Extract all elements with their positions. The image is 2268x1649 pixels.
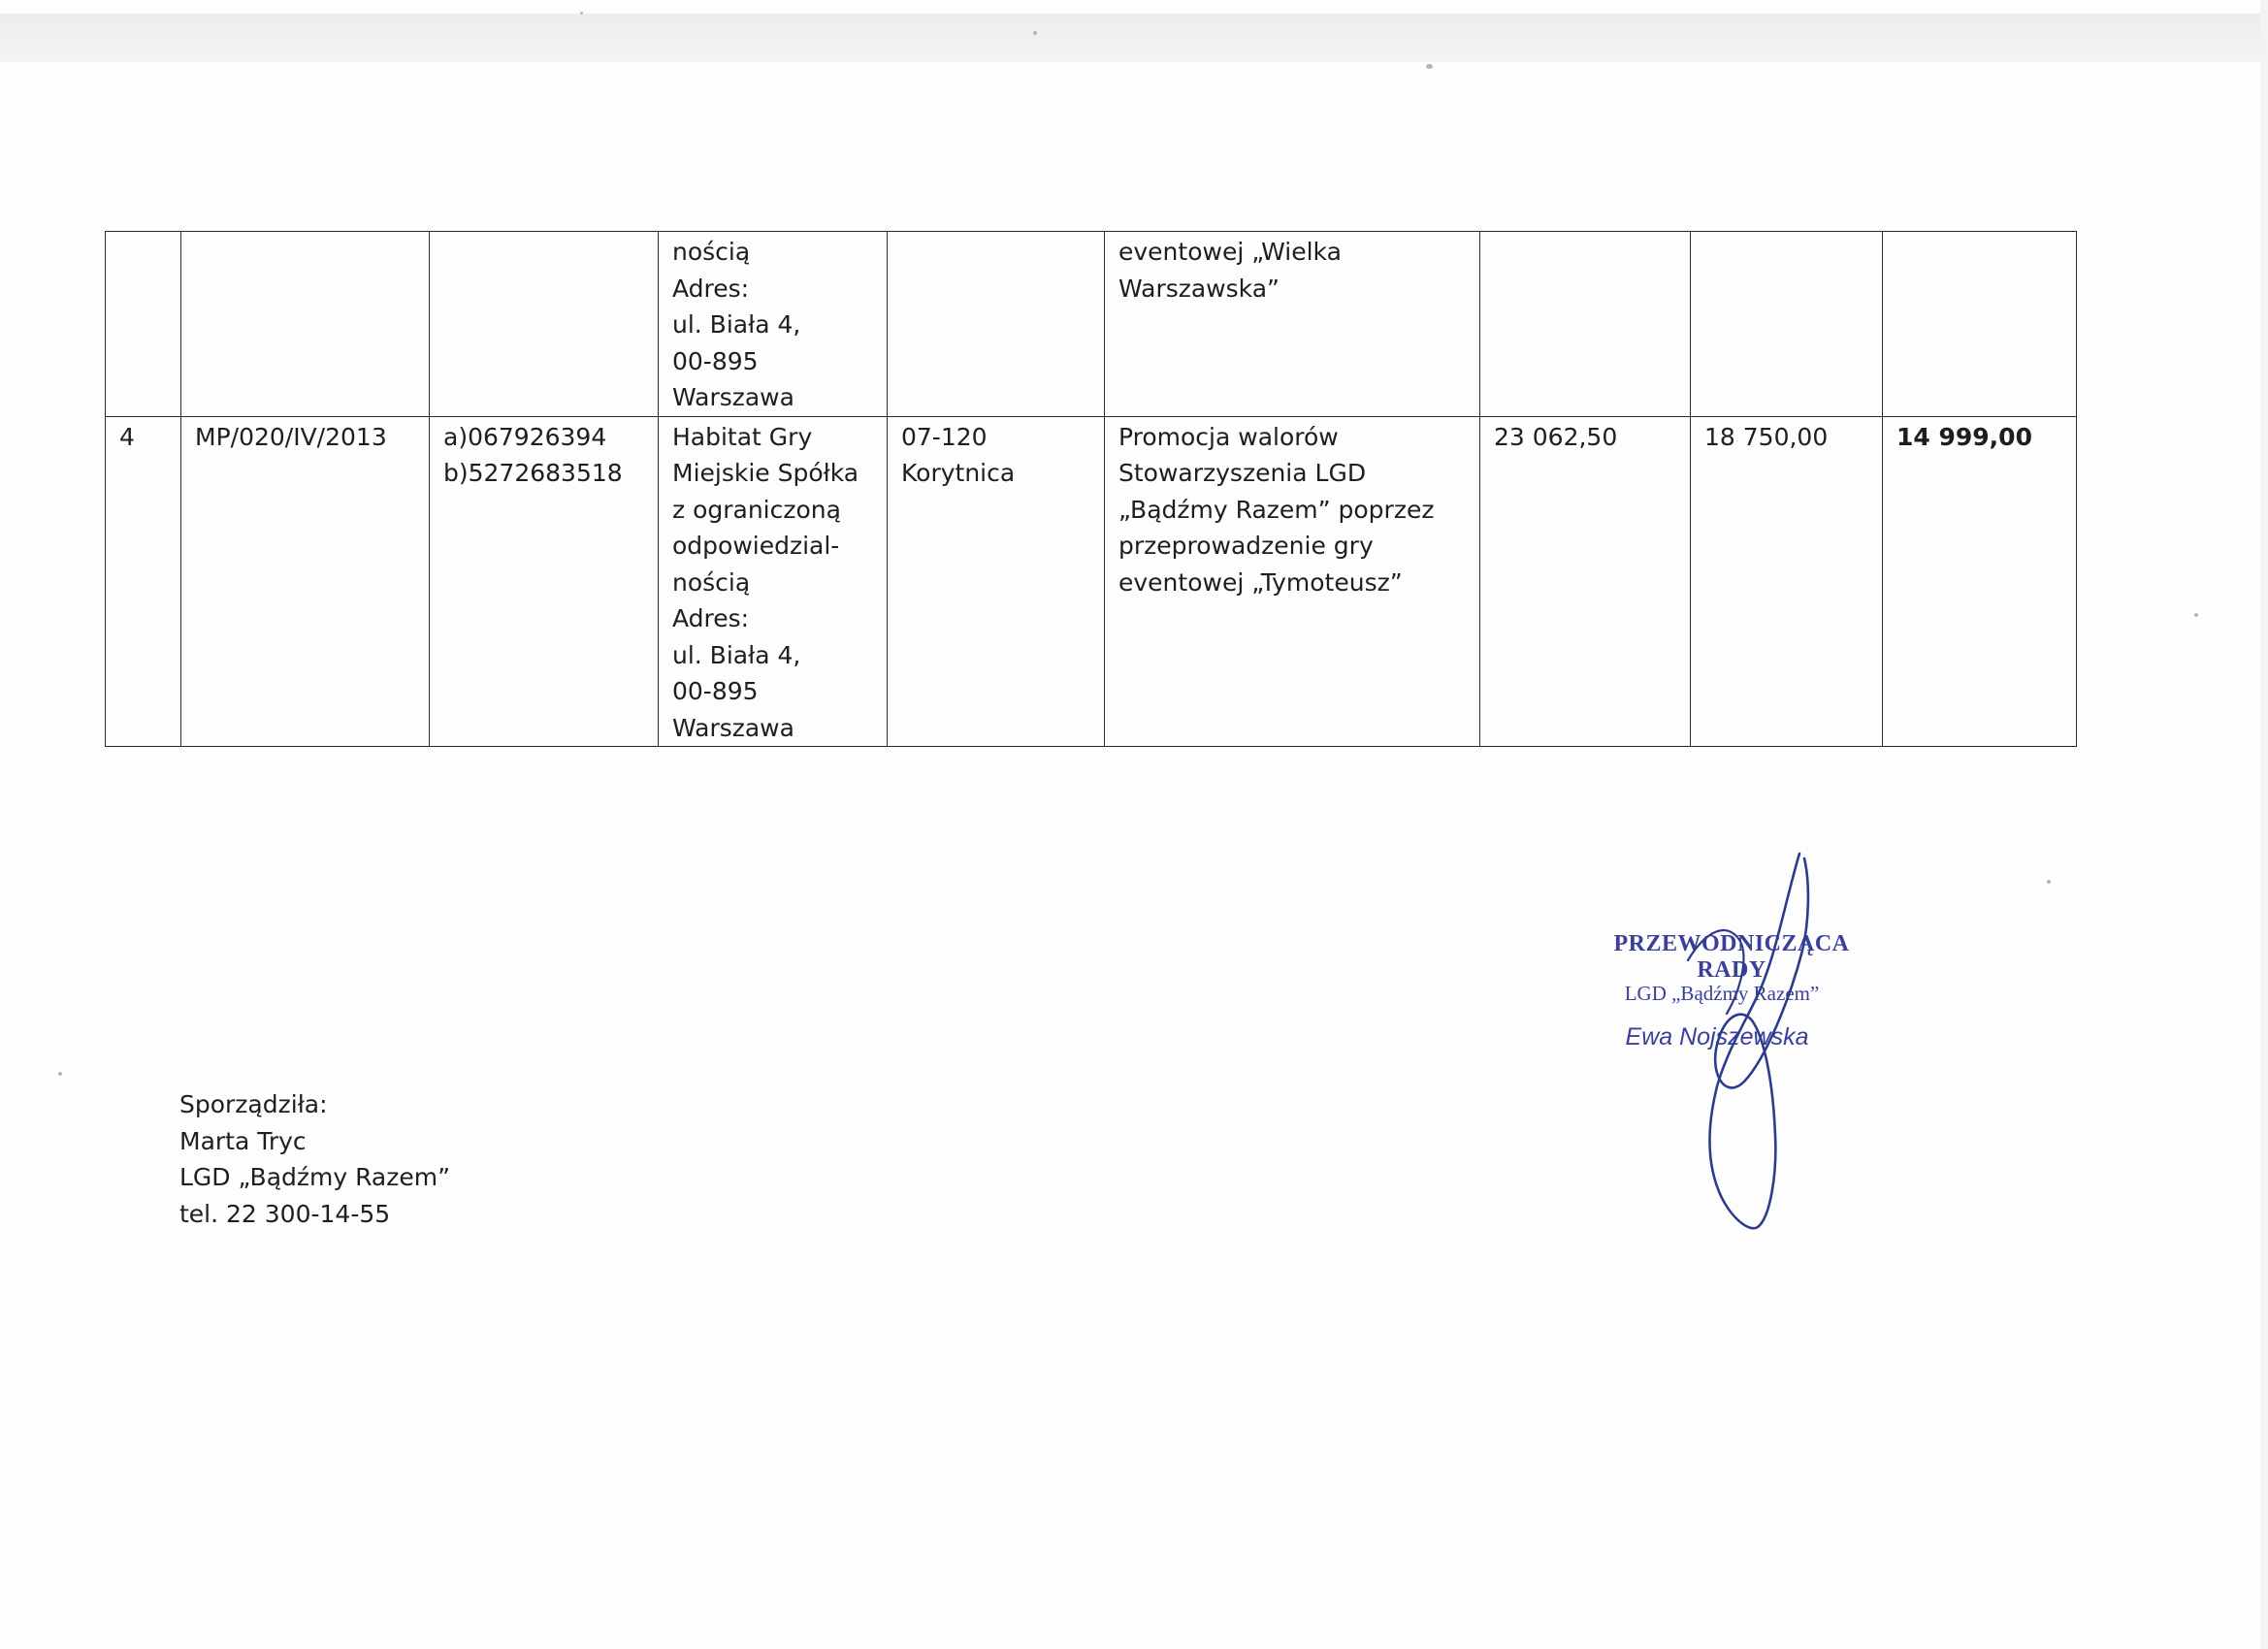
prepared-by-org: LGD „Bądźmy Razem” bbox=[179, 1163, 451, 1191]
cell-lp: 4 bbox=[106, 416, 181, 747]
cell-name: nością Adres: ul. Biała 4, 00-895 Warszawa bbox=[659, 232, 888, 417]
prepared-by-block bbox=[179, 1086, 450, 1232]
cell-amount bbox=[1883, 232, 2077, 417]
scan-speck bbox=[1033, 31, 1037, 35]
scan-speck bbox=[2047, 880, 2051, 884]
cell-ids bbox=[430, 232, 659, 417]
cell-title: Promocja walorów Stowarzyszenia LGD „Bądźmy Razem” poprzez przeprowadzenie gry eventowej „Tymoteusz” bbox=[1105, 416, 1480, 747]
scan-top-band bbox=[0, 14, 2260, 62]
stamp-person: Ewa Nojszewska bbox=[1625, 1023, 1809, 1051]
records-table bbox=[105, 231, 2077, 747]
handwritten-signature bbox=[1630, 844, 1824, 1242]
cell-cost-total: 23 062,50 bbox=[1480, 416, 1691, 747]
prepared-by-phone: tel. 22 300-14-55 bbox=[179, 1199, 391, 1228]
cell-amount: 14 999,00 bbox=[1883, 416, 2077, 747]
stamp-organization: LGD „Bądźmy Razem” bbox=[1624, 982, 1820, 1005]
cell-name: Habitat Gry Miejskie Spółka z ograniczoną odpowiedzial- nością Adres: ul. Biała 4, 00-895 Warszawa bbox=[659, 416, 888, 747]
cell-ids: a)067926394 b)5272683518 bbox=[430, 416, 659, 747]
cell-cost-eligible: 18 750,00 bbox=[1691, 416, 1883, 747]
scan-speck bbox=[580, 12, 583, 15]
prepared-by-name: Marta Tryc bbox=[179, 1126, 307, 1155]
table-row bbox=[106, 232, 2077, 417]
cell-cost-total bbox=[1480, 232, 1691, 417]
scan-speck bbox=[58, 1072, 62, 1076]
cell-lp bbox=[106, 232, 181, 417]
cell-locality bbox=[888, 232, 1105, 417]
table-row bbox=[106, 416, 2077, 747]
cell-title: eventowej „Wielka Warszawska” bbox=[1105, 232, 1480, 417]
cell-number bbox=[181, 232, 430, 417]
scan-speck bbox=[1426, 64, 1433, 69]
scan-right-edge bbox=[2260, 0, 2268, 1649]
cell-cost-eligible bbox=[1691, 232, 1883, 417]
prepared-by-label: Sporządziła: bbox=[179, 1090, 328, 1118]
stamp-title: PRZEWODNICZĄCA RADY bbox=[1613, 931, 1850, 983]
cell-locality: 07-120 Korytnica bbox=[888, 416, 1105, 747]
cell-number: MP/020/IV/2013 bbox=[181, 416, 430, 747]
scan-speck bbox=[2194, 613, 2198, 617]
